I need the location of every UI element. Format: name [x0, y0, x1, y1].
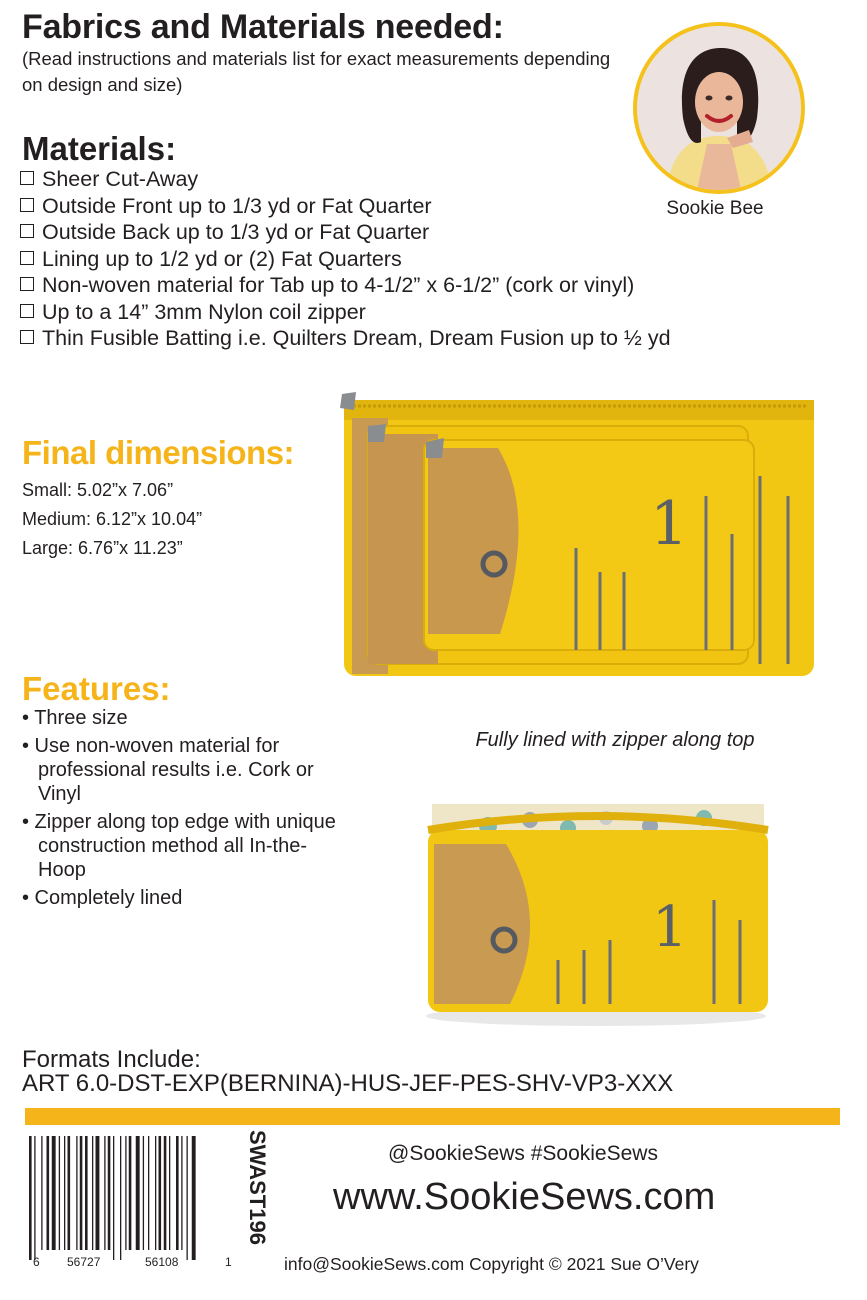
photo-caption: Fully lined with zipper along top [475, 729, 755, 751]
divider-bar [25, 1108, 840, 1125]
features-heading: Features: [22, 670, 171, 707]
material-item: Non-woven material for Tab up to 4-1/2” x 6-1/2” (cork or vinyl) [20, 272, 671, 299]
material-item: Sheer Cut-Away [20, 166, 671, 193]
material-item: Up to a 14” 3mm Nylon coil zipper [20, 299, 671, 326]
barcode-bars-icon [29, 1136, 196, 1260]
page-subtitle: (Read instructions and materials list for exact measurements depending on design and size) [22, 48, 611, 95]
page-title: Fabrics and Materials needed: [22, 8, 504, 46]
social-handles: @SookieSews #SookieSews [388, 1142, 658, 1165]
checkbox-icon [20, 198, 34, 212]
feature-item: • Completely lined [22, 887, 183, 909]
materials-heading: Materials: [22, 130, 177, 167]
checkbox-icon [20, 251, 34, 265]
product-code: SWAST196 [245, 1130, 270, 1245]
barcode-digit: 6 [33, 1255, 40, 1269]
website-link[interactable]: www.SookieSews.com [333, 1176, 716, 1218]
features-list [22, 706, 352, 914]
barcode-digit: 56108 [145, 1255, 179, 1269]
checkbox-icon [20, 171, 34, 185]
contact-copyright: info@SookieSews.com Copyright © 2021 Sue O’Very [284, 1254, 699, 1274]
materials-list [20, 166, 671, 352]
barcode [25, 1136, 241, 1270]
dimensions-list [22, 476, 202, 563]
formats-list: ART 6.0-DST-EXP(BERNINA)-HUS-JEF-PES-SHV-VP3-XXX [22, 1070, 674, 1097]
feature-item: • Use non-woven material for professional results i.e. Cork or Vinyl [22, 735, 314, 805]
material-item: Lining up to 1/2 yd or (2) Fat Quarters [20, 246, 671, 273]
dimension-item: Medium: 6.12”x 10.04” [22, 509, 203, 529]
barcode-digit: 1 [225, 1255, 232, 1269]
feature-item: • Zipper along top edge with unique construction method all In-the-Hoop [22, 811, 336, 881]
designer-name: Sookie Bee [666, 198, 764, 219]
dimension-item: Small: 5.02”x 7.06” [22, 480, 174, 500]
material-item: Thin Fusible Batting i.e. Quilters Dream, Dream Fusion up to ½ yd [20, 325, 671, 352]
feature-item: • Three size [22, 707, 128, 729]
barcode-digit: 56727 [67, 1255, 101, 1269]
checkbox-icon [20, 330, 34, 344]
material-item: Outside Front up to 1/3 yd or Fat Quarter [20, 193, 671, 220]
formats-heading: Formats Include: [22, 1046, 201, 1073]
ruler-numeral: 1 [650, 489, 689, 559]
checkbox-icon [20, 304, 34, 318]
checkbox-icon [20, 224, 34, 238]
lined-pouch-photo [418, 790, 774, 1028]
pouch-set-photo [328, 384, 828, 696]
dimensions-heading: Final dimensions: [22, 434, 295, 471]
ruler-numeral: 1 [652, 895, 688, 960]
checkbox-icon [20, 277, 34, 291]
material-item: Outside Back up to 1/3 yd or Fat Quarter [20, 219, 671, 246]
dimension-item: Large: 6.76”x 11.23” [22, 538, 183, 558]
